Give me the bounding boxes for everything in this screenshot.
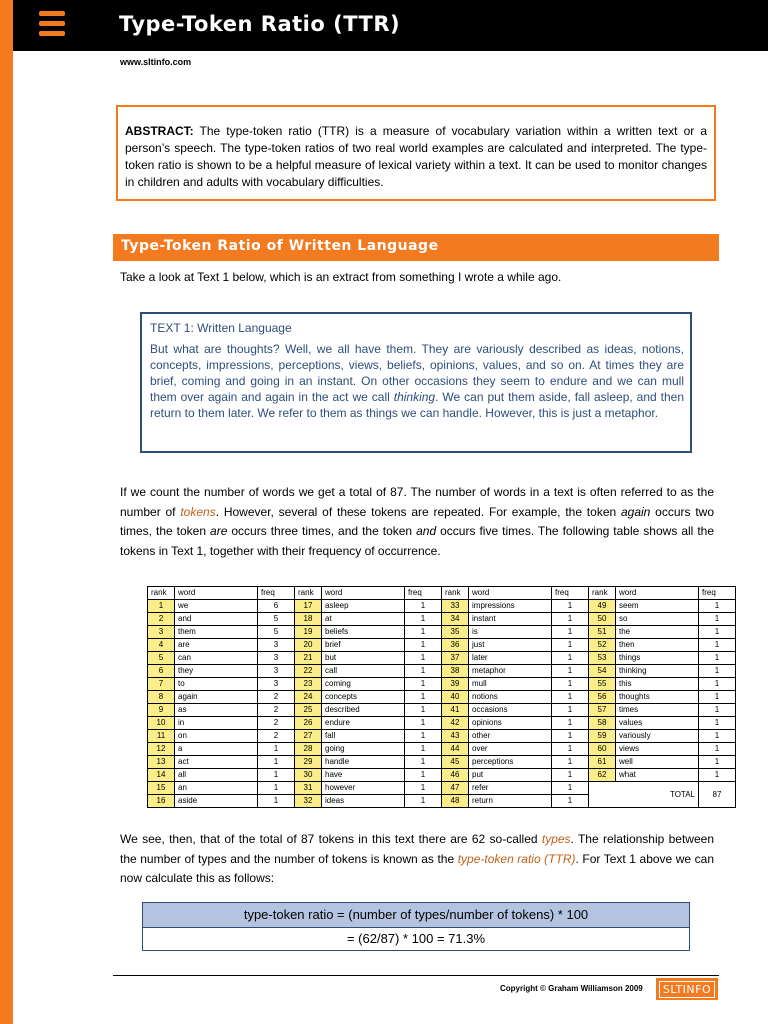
word-cell: return <box>469 795 552 808</box>
site-link[interactable]: www.sltinfo.com <box>120 57 192 67</box>
freq-cell: 1 <box>405 756 442 769</box>
left-accent-bar <box>0 0 13 1024</box>
word-cell: metaphor <box>469 665 552 678</box>
rank-cell: 35 <box>442 626 469 639</box>
freq-cell: 1 <box>552 678 589 691</box>
rank-cell: 61 <box>589 756 616 769</box>
rank-cell: 51 <box>589 626 616 639</box>
freq-cell: 1 <box>552 730 589 743</box>
formula-box <box>142 902 690 951</box>
word-cell: all <box>175 769 258 782</box>
word-cell: thinking <box>616 665 699 678</box>
formula-calculation: = (62/87) * 100 = 71.3% <box>346 931 486 946</box>
word-cell: beliefs <box>322 626 405 639</box>
freq-cell: 1 <box>552 600 589 613</box>
word-cell: however <box>322 782 405 795</box>
rank-cell: 44 <box>442 743 469 756</box>
word-cell: as <box>175 704 258 717</box>
table-row <box>148 717 736 730</box>
col-rank: rank <box>148 587 175 600</box>
intro-paragraph: Take a look at Text 1 below, which is an extract from something I wrote a while ago. <box>120 270 562 284</box>
rank-cell: 29 <box>295 756 322 769</box>
word-cell: brief <box>322 639 405 652</box>
word-cell: in <box>175 717 258 730</box>
rank-cell: 1 <box>148 600 175 613</box>
rank-cell: 30 <box>295 769 322 782</box>
document-title: Type-Token Ratio (TTR) <box>119 12 401 36</box>
word-cell: this <box>616 678 699 691</box>
freq-cell: 1 <box>552 665 589 678</box>
rank-cell: 33 <box>442 600 469 613</box>
rank-cell: 45 <box>442 756 469 769</box>
freq-cell: 2 <box>258 730 295 743</box>
rank-cell: 62 <box>589 769 616 782</box>
freq-cell: 2 <box>258 717 295 730</box>
freq-cell: 1 <box>405 769 442 782</box>
rank-cell: 46 <box>442 769 469 782</box>
rank-cell: 20 <box>295 639 322 652</box>
word-cell: notions <box>469 691 552 704</box>
table-row <box>148 652 736 665</box>
col-rank: rank <box>295 587 322 600</box>
word-cell: a <box>175 743 258 756</box>
logo-text: SLTINFO <box>659 981 715 998</box>
token-again: again <box>620 504 651 519</box>
freq-cell: 1 <box>258 769 295 782</box>
table-header-row <box>148 587 736 600</box>
rank-cell: 28 <box>295 743 322 756</box>
text1-title: TEXT 1: Written Language <box>150 321 292 335</box>
freq-cell: 2 <box>258 691 295 704</box>
word-cell: aside <box>175 795 258 808</box>
freq-cell: 1 <box>699 665 736 678</box>
freq-cell: 1 <box>405 717 442 730</box>
word-cell: handle <box>322 756 405 769</box>
freq-cell: 1 <box>405 678 442 691</box>
rank-cell: 34 <box>442 613 469 626</box>
freq-cell: 1 <box>405 626 442 639</box>
freq-cell: 1 <box>405 665 442 678</box>
word-cell: coming <box>322 678 405 691</box>
table-row <box>148 613 736 626</box>
table-row <box>148 665 736 678</box>
freq-cell: 1 <box>405 613 442 626</box>
abstract-box <box>116 105 716 201</box>
rank-cell: 17 <box>295 600 322 613</box>
word-cell: refer <box>469 782 552 795</box>
col-word: word <box>469 587 552 600</box>
table-row <box>148 691 736 704</box>
freq-cell: 1 <box>699 639 736 652</box>
word-cell: then <box>616 639 699 652</box>
word-cell: thoughts <box>616 691 699 704</box>
formula-definition: type-token ratio = (number of types/number of tokens) * 100 <box>143 903 689 928</box>
word-cell: the <box>616 626 699 639</box>
freq-cell: 3 <box>258 639 295 652</box>
rank-cell: 24 <box>295 691 322 704</box>
word-cell: over <box>469 743 552 756</box>
col-freq: freq <box>699 587 736 600</box>
rank-cell: 60 <box>589 743 616 756</box>
word-cell: put <box>469 769 552 782</box>
word-cell: is <box>469 626 552 639</box>
rank-cell: 23 <box>295 678 322 691</box>
word-cell: have <box>322 769 405 782</box>
word-cell: other <box>469 730 552 743</box>
word-cell: perceptions <box>469 756 552 769</box>
freq-cell: 1 <box>552 717 589 730</box>
freq-cell: 3 <box>258 678 295 691</box>
freq-cell: 2 <box>258 704 295 717</box>
col-word: word <box>616 587 699 600</box>
table-row <box>148 626 736 639</box>
section-header <box>113 234 719 261</box>
word-cell: things <box>616 652 699 665</box>
rank-cell: 37 <box>442 652 469 665</box>
rank-cell: 39 <box>442 678 469 691</box>
word-cell: can <box>175 652 258 665</box>
rank-cell: 48 <box>442 795 469 808</box>
table-row <box>148 600 736 613</box>
freq-cell: 1 <box>405 743 442 756</box>
word-cell: we <box>175 600 258 613</box>
footer-divider <box>113 975 719 976</box>
freq-cell: 1 <box>699 704 736 717</box>
freq-cell: 1 <box>699 769 736 782</box>
rank-cell: 53 <box>589 652 616 665</box>
header-bar <box>13 0 768 51</box>
word-cell: they <box>175 665 258 678</box>
freq-cell: 1 <box>699 652 736 665</box>
word-cell: what <box>616 769 699 782</box>
rank-cell: 5 <box>148 652 175 665</box>
table-row <box>148 704 736 717</box>
rank-cell: 41 <box>442 704 469 717</box>
rank-cell: 54 <box>589 665 616 678</box>
col-freq: freq <box>258 587 295 600</box>
col-word: word <box>175 587 258 600</box>
rank-cell: 13 <box>148 756 175 769</box>
word-cell: described <box>322 704 405 717</box>
word-cell: ideas <box>322 795 405 808</box>
freq-cell: 1 <box>699 730 736 743</box>
word-cell: well <box>616 756 699 769</box>
sltinfo-logo <box>656 978 718 1000</box>
tokens-paragraph: If we count the number of words we get a total of 87. The number of words in a text is often referred to as the number of tokens. However, several of these tokens are repeated. For example, the token again occurs two times, the token are occurs three times, and the token and occurs five times. The following table shows all the tokens in Text 1, together with their frequency of occurrence. <box>120 485 715 558</box>
rank-cell: 22 <box>295 665 322 678</box>
word-cell: times <box>616 704 699 717</box>
rank-cell: 10 <box>148 717 175 730</box>
rank-cell: 57 <box>589 704 616 717</box>
freq-cell: 3 <box>258 652 295 665</box>
word-cell: endure <box>322 717 405 730</box>
freq-cell: 6 <box>258 600 295 613</box>
freq-cell: 1 <box>699 756 736 769</box>
rank-cell: 36 <box>442 639 469 652</box>
term-types: types <box>541 832 571 846</box>
freq-cell: 1 <box>699 600 736 613</box>
rank-cell: 2 <box>148 613 175 626</box>
types-paragraph: We see, then, that of the total of 87 tokens in this text there are 62 so-called types. The relationship between the number of types and the number of tokens is known as the type-token ratio (TTR). For Text 1 above we can now calculate this as follows: <box>120 832 715 885</box>
rank-cell: 14 <box>148 769 175 782</box>
freq-cell: 1 <box>552 639 589 652</box>
term-ttr: type-token ratio (TTR) <box>457 851 576 866</box>
word-cell: values <box>616 717 699 730</box>
rank-cell: 59 <box>589 730 616 743</box>
rank-cell: 15 <box>148 782 175 795</box>
freq-cell: 1 <box>699 717 736 730</box>
rank-cell: 50 <box>589 613 616 626</box>
section-title: Type-Token Ratio of Written Language <box>121 238 439 254</box>
freq-cell: 1 <box>552 769 589 782</box>
freq-cell: 1 <box>699 691 736 704</box>
rank-cell: 56 <box>589 691 616 704</box>
table-row <box>148 730 736 743</box>
table-row <box>148 743 736 756</box>
freq-cell: 1 <box>405 652 442 665</box>
token-and: and <box>416 524 437 538</box>
table-row <box>148 782 736 795</box>
freq-cell: 1 <box>405 704 442 717</box>
rank-cell: 9 <box>148 704 175 717</box>
freq-cell: 1 <box>552 782 589 795</box>
freq-cell: 1 <box>405 639 442 652</box>
word-cell: asleep <box>322 600 405 613</box>
rank-cell: 3 <box>148 626 175 639</box>
rank-cell: 31 <box>295 782 322 795</box>
freq-cell: 1 <box>258 756 295 769</box>
rank-cell: 8 <box>148 691 175 704</box>
word-cell: and <box>175 613 258 626</box>
freq-cell: 5 <box>258 626 295 639</box>
freq-cell: 1 <box>552 613 589 626</box>
freq-cell: 1 <box>552 743 589 756</box>
word-cell: act <box>175 756 258 769</box>
word-cell: an <box>175 782 258 795</box>
word-cell: fall <box>322 730 405 743</box>
rank-cell: 38 <box>442 665 469 678</box>
freq-cell: 1 <box>699 743 736 756</box>
rank-cell: 21 <box>295 652 322 665</box>
freq-cell: 1 <box>552 626 589 639</box>
rank-cell: 19 <box>295 626 322 639</box>
rank-cell: 12 <box>148 743 175 756</box>
freq-cell: 1 <box>405 730 442 743</box>
rank-cell: 6 <box>148 665 175 678</box>
freq-cell: 1 <box>258 782 295 795</box>
rank-cell: 47 <box>442 782 469 795</box>
rank-cell: 7 <box>148 678 175 691</box>
word-cell: to <box>175 678 258 691</box>
freq-cell: 1 <box>258 743 295 756</box>
col-rank: rank <box>442 587 469 600</box>
table-row <box>148 769 736 782</box>
col-word: word <box>322 587 405 600</box>
rank-cell: 25 <box>295 704 322 717</box>
rank-cell: 40 <box>442 691 469 704</box>
total-value: 87 <box>699 782 736 808</box>
word-cell: are <box>175 639 258 652</box>
freq-cell: 1 <box>552 691 589 704</box>
rank-cell: 42 <box>442 717 469 730</box>
text1-emphasis: thinking <box>393 390 436 404</box>
rank-cell: 11 <box>148 730 175 743</box>
rank-cell: 4 <box>148 639 175 652</box>
word-cell: later <box>469 652 552 665</box>
freq-cell: 1 <box>258 795 295 808</box>
word-cell: again <box>175 691 258 704</box>
freq-cell: 1 <box>552 704 589 717</box>
col-rank: rank <box>589 587 616 600</box>
word-cell: instant <box>469 613 552 626</box>
word-cell: at <box>322 613 405 626</box>
table-row <box>148 639 736 652</box>
rank-cell: 58 <box>589 717 616 730</box>
frequency-table <box>147 586 736 808</box>
word-cell: variously <box>616 730 699 743</box>
word-cell: seem <box>616 600 699 613</box>
text1-box <box>140 312 692 453</box>
freq-cell: 1 <box>552 795 589 808</box>
rank-cell: 26 <box>295 717 322 730</box>
rank-cell: 18 <box>295 613 322 626</box>
word-cell: impressions <box>469 600 552 613</box>
word-cell: on <box>175 730 258 743</box>
rank-cell: 27 <box>295 730 322 743</box>
word-cell: going <box>322 743 405 756</box>
abstract-text: The type-token ratio (TTR) is a measure of vocabulary variation within a written text or a person’s speech. The type-token ratios of two real world examples are calculated and interpreted. The type-token ratio is shown to be a helpful measure of lexical variety within a text. It can be used to monitor changes in children and adults with vocabulary difficulties. <box>125 124 707 189</box>
word-cell: occasions <box>469 704 552 717</box>
freq-cell: 5 <box>258 613 295 626</box>
total-label: TOTAL <box>589 782 699 808</box>
freq-cell: 1 <box>405 795 442 808</box>
word-cell: views <box>616 743 699 756</box>
word-cell: but <box>322 652 405 665</box>
rank-cell: 16 <box>148 795 175 808</box>
freq-cell: 1 <box>552 652 589 665</box>
word-cell: opinions <box>469 717 552 730</box>
word-cell: just <box>469 639 552 652</box>
freq-cell: 1 <box>699 613 736 626</box>
text1-body: But what are thoughts? Well, we all have them. They are variously described as ideas, notions, concepts, impressions, perceptions, views, beliefs, opinions, values, and so on. At times they are brief, coming and going in an instant. On other occasions they seem to endure and we can mull them over again and again in the act we call thinking. We can put them aside, fall asleep, and then return to them later. We refer to them as things we can handle. However, this is just a metaphor. <box>150 342 684 420</box>
word-cell: so <box>616 613 699 626</box>
freq-cell: 1 <box>699 626 736 639</box>
freq-cell: 1 <box>405 691 442 704</box>
freq-cell: 3 <box>258 665 295 678</box>
hamburger-icon[interactable] <box>39 11 65 37</box>
table-row <box>148 756 736 769</box>
copyright-text: Copyright © Graham Williamson 2009 <box>500 984 643 993</box>
freq-cell: 1 <box>699 678 736 691</box>
freq-cell: 1 <box>552 756 589 769</box>
abstract-label: ABSTRACT: <box>125 124 194 138</box>
rank-cell: 52 <box>589 639 616 652</box>
token-are: are <box>210 524 228 538</box>
rank-cell: 55 <box>589 678 616 691</box>
freq-cell: 1 <box>405 782 442 795</box>
word-cell: concepts <box>322 691 405 704</box>
freq-cell: 1 <box>405 600 442 613</box>
word-cell: mull <box>469 678 552 691</box>
rank-cell: 32 <box>295 795 322 808</box>
word-cell: call <box>322 665 405 678</box>
rank-cell: 49 <box>589 600 616 613</box>
col-freq: freq <box>405 587 442 600</box>
word-cell: them <box>175 626 258 639</box>
term-tokens: tokens <box>180 504 216 519</box>
table-row <box>148 678 736 691</box>
rank-cell: 43 <box>442 730 469 743</box>
col-freq: freq <box>552 587 589 600</box>
